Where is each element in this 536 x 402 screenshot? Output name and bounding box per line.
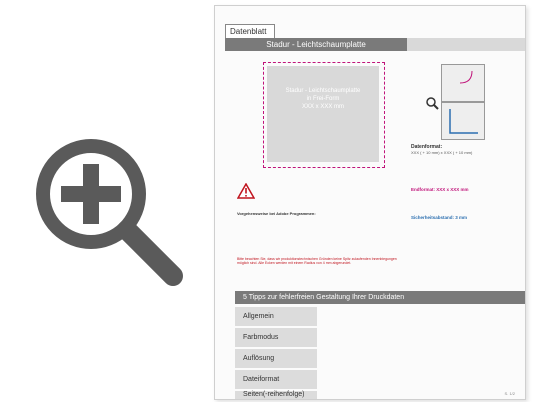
tip-row — [235, 391, 525, 399]
header-tab: Datenblatt — [225, 24, 275, 40]
data-format-label: Datenformat: — [411, 144, 443, 150]
warning-icon — [237, 183, 255, 199]
tip-row — [235, 370, 525, 389]
zoom-in-icon[interactable] — [25, 128, 185, 288]
tip-label: Seiten(-reihenfolge) — [235, 391, 317, 399]
warning-box — [237, 183, 405, 278]
tips-section-title: 5 Tipps zur fehlerfreien Gestaltung Ihrer Druckdaten — [235, 291, 526, 304]
warning-footer: Bitte beachten Sie, dass wir produktionstechnischen Gründen keine Spitz zulaufenden Innenbiegungen möglich sind. Alle Ecken werden mit einem Radius von 4 mm abgerundet. — [237, 257, 397, 266]
data-format-value: XXX ( + 10 mm) x XXX ( + 10 mm) — [411, 150, 473, 156]
corner-detail-1 — [441, 64, 485, 102]
tip-label: Auflösung — [235, 349, 317, 368]
sheet-title: Stadur - Leichtschaumplatte — [225, 38, 407, 51]
datasheet-preview — [214, 5, 526, 400]
tip-label: Allgemein — [235, 307, 317, 326]
zoom-in-icon-small[interactable] — [425, 96, 439, 110]
tip-label: Farbmodus — [235, 328, 317, 347]
end-format-label: Endformat: XXX x XXX mm — [411, 187, 469, 193]
corner-detail-2 — [441, 102, 485, 140]
tip-row — [235, 307, 525, 326]
artwork-label: Stadur - Leichtschaumplatte in Frei-Form XXX x XXX mm — [285, 88, 361, 110]
title-bar-extension — [407, 38, 525, 51]
page-number: S. 1/2 — [504, 391, 515, 396]
artwork-area — [267, 66, 379, 162]
tip-label: Dateiformat — [235, 370, 317, 389]
tip-row — [235, 328, 525, 347]
warning-title: Vorgehensweise bei Adobe Programmen: — [237, 211, 316, 216]
tip-row — [235, 349, 525, 368]
safety-label: Sicherheitsabstand: 3 mm — [411, 214, 468, 220]
